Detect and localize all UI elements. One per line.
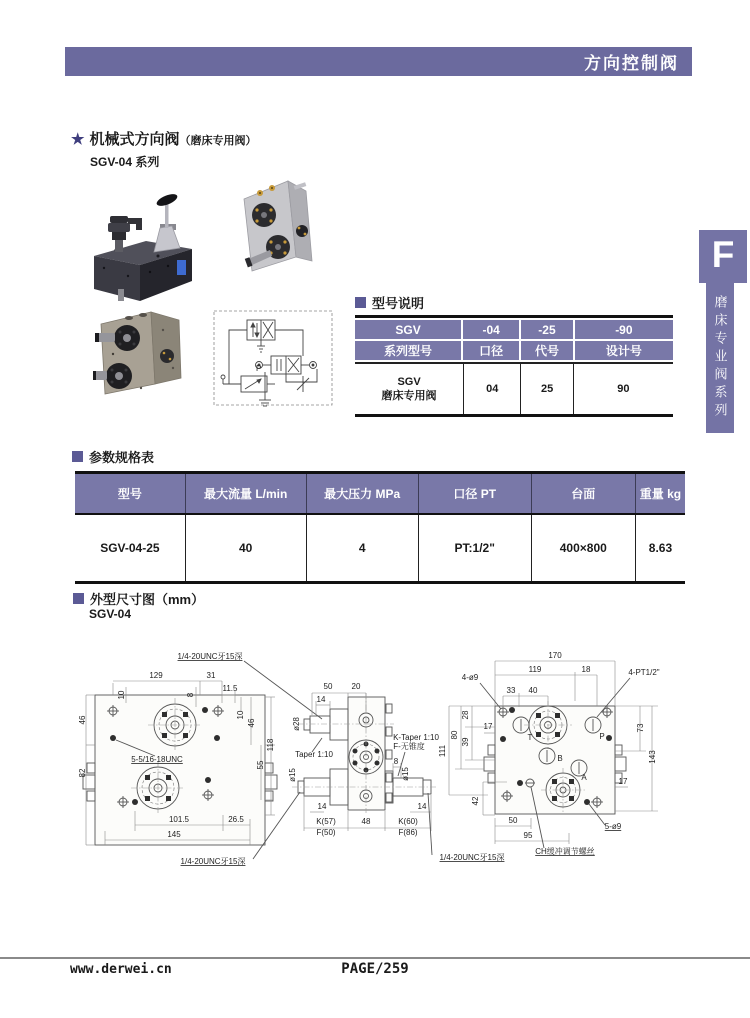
dimension-label: 17 bbox=[483, 722, 493, 731]
model-table-header-row-2 bbox=[355, 341, 673, 360]
spec-body-cell: PT:1/2" bbox=[418, 515, 531, 581]
spec-header-cell: 最大流量 L/min bbox=[185, 474, 306, 513]
spec-header-cell: 重量 kg bbox=[635, 474, 685, 513]
spec-header-cell: 型号 bbox=[75, 474, 185, 513]
product-photo-lever-valve bbox=[88, 168, 198, 303]
dimension-label: ø15 bbox=[401, 767, 410, 781]
dimension-label: 39 bbox=[461, 737, 470, 747]
spec-table-title-text: 参数规格表 bbox=[89, 450, 155, 465]
dimension-label: K-Taper 1:10 bbox=[393, 733, 439, 742]
dimension-label: 50 bbox=[508, 816, 518, 825]
dimension-label: 11.5 bbox=[222, 684, 238, 693]
dimension-label: F(50) bbox=[316, 828, 336, 837]
drawing-middle-view bbox=[292, 693, 438, 831]
spec-header-cell: 最大压力 MPa bbox=[306, 474, 418, 513]
dimension-label: Taper 1:10 bbox=[295, 750, 333, 759]
model-body-cell: 04 bbox=[463, 364, 520, 414]
dimension-model-label: SGV-04 bbox=[89, 607, 132, 621]
section-title-suffix: （磨床专用阀） bbox=[179, 135, 257, 147]
dimension-label: 40 bbox=[528, 686, 538, 695]
spec-table bbox=[75, 471, 685, 584]
product-photo-metal-block bbox=[93, 298, 189, 400]
dimension-label: 48 bbox=[361, 817, 371, 826]
dimension-label: 18 bbox=[581, 665, 591, 674]
dimension-label: 1/4-20UNC牙15深 bbox=[439, 853, 505, 862]
dimension-label: P bbox=[599, 732, 605, 741]
dimension-label: ø15 bbox=[288, 768, 297, 782]
dimension-label: 55 bbox=[256, 760, 265, 770]
dimension-section-title-text: 外型尺寸图（mm） bbox=[90, 592, 205, 607]
page-header-title: 方向控制阀 bbox=[584, 54, 679, 73]
dimension-label: 143 bbox=[648, 750, 657, 764]
dimension-label: 33 bbox=[506, 686, 516, 695]
dimension-label: A bbox=[581, 773, 587, 782]
dimension-label: 145 bbox=[167, 830, 181, 839]
product-photo-cad-block bbox=[236, 173, 314, 279]
dimension-label: 50 bbox=[323, 682, 333, 691]
model-table bbox=[355, 315, 673, 417]
spec-table-body-row bbox=[75, 515, 685, 584]
dimension-label: 4-PT1/2" bbox=[628, 668, 660, 677]
hydraulic-schematic bbox=[213, 310, 333, 415]
dimension-label: 5-ø9 bbox=[604, 822, 622, 831]
dimension-label: 42 bbox=[471, 796, 480, 806]
dimension-label: 14 bbox=[417, 802, 427, 811]
dimension-label: 10 bbox=[117, 690, 126, 700]
dimension-label: F(86) bbox=[398, 828, 418, 837]
dimension-label: 8 bbox=[393, 757, 399, 766]
section-title-text: 机械式方向阀 bbox=[89, 131, 180, 148]
dimension-label: 31 bbox=[206, 671, 216, 680]
model-header-cell: 口径 bbox=[463, 341, 519, 360]
bullet-square-icon bbox=[73, 593, 84, 604]
spec-header-cell: 台面 bbox=[531, 474, 635, 513]
model-table-title-text: 型号说明 bbox=[372, 296, 425, 311]
model-header-cell: -25 bbox=[521, 320, 572, 339]
dimension-label: B bbox=[557, 754, 563, 763]
dimension-label: 111 bbox=[438, 744, 447, 758]
dimension-label: CH缓冲调节螺丝 bbox=[535, 847, 595, 856]
schematic-port-p-label: P bbox=[256, 364, 262, 373]
dimension-section-title bbox=[73, 589, 204, 608]
page-header-bar bbox=[65, 47, 692, 76]
dimension-label: 14 bbox=[316, 695, 326, 704]
footer-website[interactable]: www.derwei.cn bbox=[70, 962, 172, 977]
dimension-label: T bbox=[527, 733, 533, 742]
dimension-label: 73 bbox=[636, 723, 645, 733]
dimension-label: 101.5 bbox=[168, 815, 190, 824]
model-header-cell: SGV bbox=[355, 320, 461, 339]
dimension-label: 14 bbox=[317, 802, 327, 811]
footer-rule bbox=[0, 957, 750, 959]
dimension-label: 46 bbox=[78, 715, 87, 725]
dimension-label: 119 bbox=[528, 665, 542, 674]
bullet-square-icon bbox=[72, 451, 83, 462]
dimension-label: 82 bbox=[78, 768, 87, 778]
footer-page-number: PAGE/259 bbox=[341, 961, 409, 977]
dimension-label: 20 bbox=[351, 682, 361, 691]
dimension-label: 118 bbox=[266, 738, 275, 752]
model-header-cell: -04 bbox=[463, 320, 519, 339]
spec-table-header-row bbox=[75, 474, 685, 515]
spec-table-title bbox=[72, 447, 154, 466]
section-title bbox=[71, 128, 256, 149]
spec-body-cell: 4 bbox=[306, 515, 418, 581]
dimension-label: K(60) bbox=[398, 817, 418, 826]
dimension-label: 95 bbox=[523, 831, 533, 840]
dimension-label: 46 bbox=[247, 718, 256, 728]
spec-header-cell: 口径 PT bbox=[418, 474, 531, 513]
spec-body-cell: SGV-04-25 bbox=[100, 541, 160, 555]
model-body-cell: 90 bbox=[573, 364, 673, 414]
dimension-label: 8 bbox=[186, 692, 195, 698]
model-series-name: 磨床专用阀 bbox=[381, 390, 437, 402]
side-tab-letter-text: F bbox=[711, 234, 735, 275]
side-tab-letter bbox=[699, 230, 747, 283]
model-body-cell: 25 bbox=[520, 364, 572, 414]
dimension-label: 17 bbox=[618, 777, 628, 786]
dimension-label: 129 bbox=[149, 671, 163, 680]
dimension-label: 1/4-20UNC牙15深 bbox=[177, 652, 243, 661]
drawing-right-view bbox=[428, 661, 658, 855]
model-body-cell-series bbox=[355, 364, 463, 414]
spec-body-cell: 400×800 bbox=[531, 515, 635, 581]
side-tab-series: 磨床专业阀系列 bbox=[706, 283, 734, 433]
model-header-cell: 系列型号 bbox=[355, 341, 461, 360]
dimension-label: 4-ø9 bbox=[461, 673, 479, 682]
bullet-square-icon bbox=[355, 297, 366, 308]
dimension-label: ø28 bbox=[292, 717, 301, 731]
model-header-cell: -90 bbox=[575, 320, 673, 339]
spec-body-cell: 40 bbox=[185, 515, 306, 581]
dimension-label: 5-5/16-18UNC bbox=[131, 755, 183, 764]
dimension-label: 1/4-20UNC牙15深 bbox=[180, 857, 246, 866]
dimension-label: 26.5 bbox=[228, 815, 244, 824]
model-table-body-row bbox=[355, 364, 673, 417]
dimension-label: 28 bbox=[461, 710, 470, 720]
dimension-label: 80 bbox=[450, 730, 459, 740]
model-header-cell: 代号 bbox=[521, 341, 572, 360]
outline-dimension-drawing bbox=[60, 635, 700, 905]
spec-body-cell: 8.63 bbox=[635, 515, 685, 581]
series-label: SGV-04 系列 bbox=[90, 155, 160, 169]
dimension-label: 10 bbox=[236, 710, 245, 720]
star-icon: ★ bbox=[71, 131, 85, 148]
model-series-code: SGV bbox=[397, 375, 421, 388]
dimension-label: K(57) bbox=[316, 817, 336, 826]
model-header-cell: 设计号 bbox=[575, 341, 673, 360]
dimension-label: F-无锥度 bbox=[393, 742, 425, 751]
model-table-title bbox=[355, 293, 424, 312]
dimension-label: 170 bbox=[548, 651, 562, 660]
model-table-header-row-1 bbox=[355, 320, 673, 339]
